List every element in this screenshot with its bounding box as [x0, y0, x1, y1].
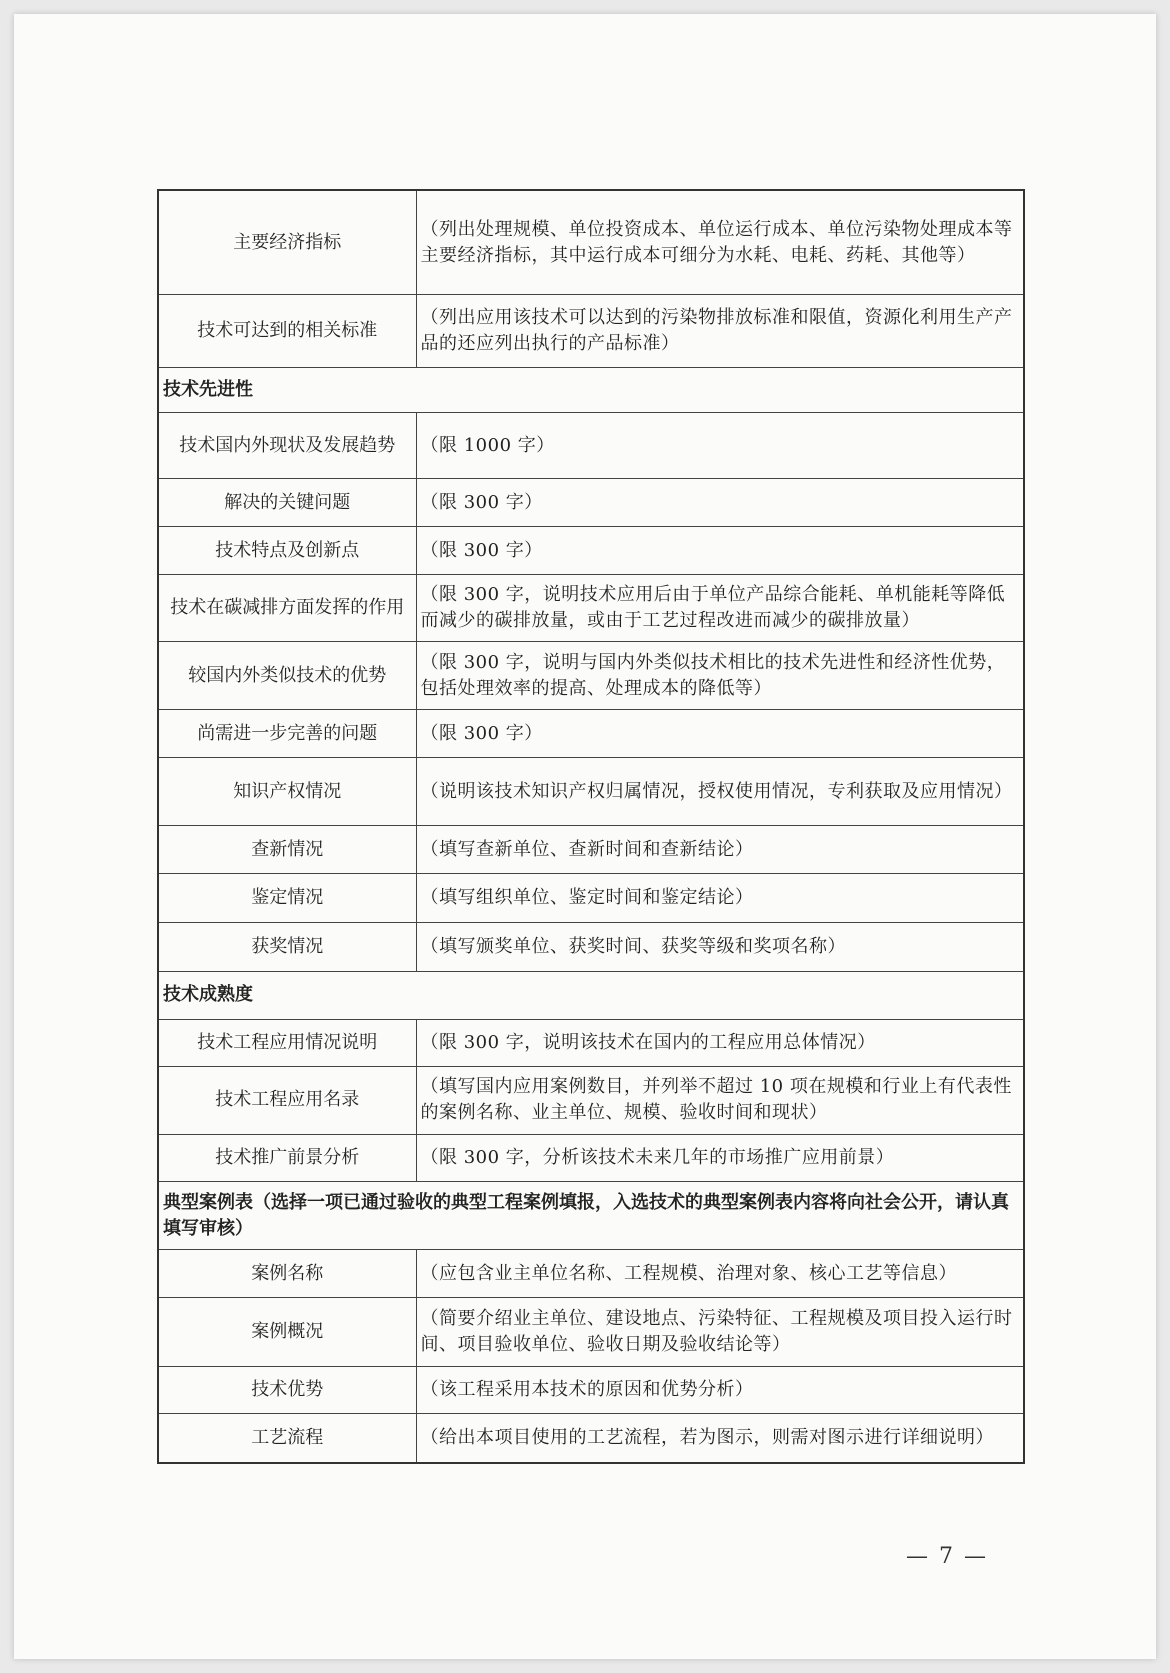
table-row [158, 1298, 1024, 1366]
table-row [158, 479, 1024, 527]
row-value: （简要介绍业主单位、建设地点、污染特征、工程规模及项目投入运行时间、项目验收单位、验收日期及验收结论等） [416, 1298, 1024, 1366]
table-row [158, 1249, 1024, 1298]
row-value: （限 300 字） [416, 479, 1024, 527]
row-label: 主要经济指标 [158, 190, 416, 295]
table-row [158, 710, 1024, 758]
table-row [158, 826, 1024, 874]
section-header-row [158, 1182, 1024, 1249]
table-row [158, 1134, 1024, 1182]
table-row [158, 575, 1024, 642]
table-row [158, 1366, 1024, 1414]
document-page [14, 14, 1156, 1659]
table-row [158, 642, 1024, 710]
row-label: 工艺流程 [158, 1414, 416, 1463]
row-label: 知识产权情况 [158, 758, 416, 826]
row-value: （给出本项目使用的工艺流程，若为图示，则需对图示进行详细说明） [416, 1414, 1024, 1463]
row-label: 较国内外类似技术的优势 [158, 642, 416, 710]
row-value: （说明该技术知识产权归属情况，授权使用情况，专利获取及应用情况） [416, 758, 1024, 826]
table-row [158, 295, 1024, 367]
row-value: （填写查新单位、查新时间和查新结论） [416, 826, 1024, 874]
table-row [158, 923, 1024, 972]
row-value: （填写组织单位、鉴定时间和鉴定结论） [416, 874, 1024, 923]
row-label: 鉴定情况 [158, 874, 416, 923]
table-row [158, 413, 1024, 479]
row-value: （限 300 字，说明该技术在国内的工程应用总体情况） [416, 1019, 1024, 1066]
row-value: （限 300 字） [416, 527, 1024, 575]
table-row [158, 527, 1024, 575]
row-label: 解决的关键问题 [158, 479, 416, 527]
row-value: （填写颁奖单位、获奖时间、获奖等级和奖项名称） [416, 923, 1024, 972]
row-value: （限 300 字，说明与国内外类似技术相比的技术先进性和经济性优势，包括处理效率的提高、处理成本的降低等） [416, 642, 1024, 710]
row-value: （填写国内应用案例数目，并列举不超过 10 项在规模和行业上有代表性的案例名称、业主单位、规模、验收时间和现状） [416, 1066, 1024, 1134]
row-label: 技术可达到的相关标准 [158, 295, 416, 367]
section-title: 技术成熟度 [158, 971, 1024, 1019]
table-row [158, 1066, 1024, 1134]
row-label: 技术推广前景分析 [158, 1134, 416, 1182]
row-label: 案例名称 [158, 1249, 416, 1298]
section-header-row [158, 971, 1024, 1019]
page-number: — 7 — [906, 1544, 988, 1569]
row-value: （该工程采用本技术的原因和优势分析） [416, 1366, 1024, 1414]
row-value: （限 300 字） [416, 710, 1024, 758]
section-header-row [158, 367, 1024, 413]
row-label: 获奖情况 [158, 923, 416, 972]
row-label: 技术特点及创新点 [158, 527, 416, 575]
section-title: 技术先进性 [158, 367, 1024, 413]
table-row [158, 190, 1024, 295]
row-label: 技术优势 [158, 1366, 416, 1414]
row-value: （限 300 字，分析该技术未来几年的市场推广应用前景） [416, 1134, 1024, 1182]
table-row [158, 1019, 1024, 1066]
row-label: 尚需进一步完善的问题 [158, 710, 416, 758]
row-value: （应包含业主单位名称、工程规模、治理对象、核心工艺等信息） [416, 1249, 1024, 1298]
table-row [158, 758, 1024, 826]
table-row [158, 874, 1024, 923]
row-value: （限 1000 字） [416, 413, 1024, 479]
row-value: （列出应用该技术可以达到的污染物排放标准和限值，资源化利用生产产品的还应列出执行的产品标准） [416, 295, 1024, 367]
table-row [158, 1414, 1024, 1463]
row-label: 查新情况 [158, 826, 416, 874]
row-label: 技术工程应用情况说明 [158, 1019, 416, 1066]
application-form-table [157, 189, 1025, 1464]
row-value: （列出处理规模、单位投资成本、单位运行成本、单位污染物处理成本等主要经济指标，其中运行成本可细分为水耗、电耗、药耗、其他等） [416, 190, 1024, 295]
row-value: （限 300 字，说明技术应用后由于单位产品综合能耗、单机能耗等降低而减少的碳排放量，或由于工艺过程改进而减少的碳排放量） [416, 575, 1024, 642]
row-label: 技术在碳减排方面发挥的作用 [158, 575, 416, 642]
section-title: 典型案例表（选择一项已通过验收的典型工程案例填报，入选技术的典型案例表内容将向社会公开，请认真填写审核） [158, 1182, 1024, 1249]
row-label: 技术工程应用名录 [158, 1066, 416, 1134]
row-label: 技术国内外现状及发展趋势 [158, 413, 416, 479]
row-label: 案例概况 [158, 1298, 416, 1366]
